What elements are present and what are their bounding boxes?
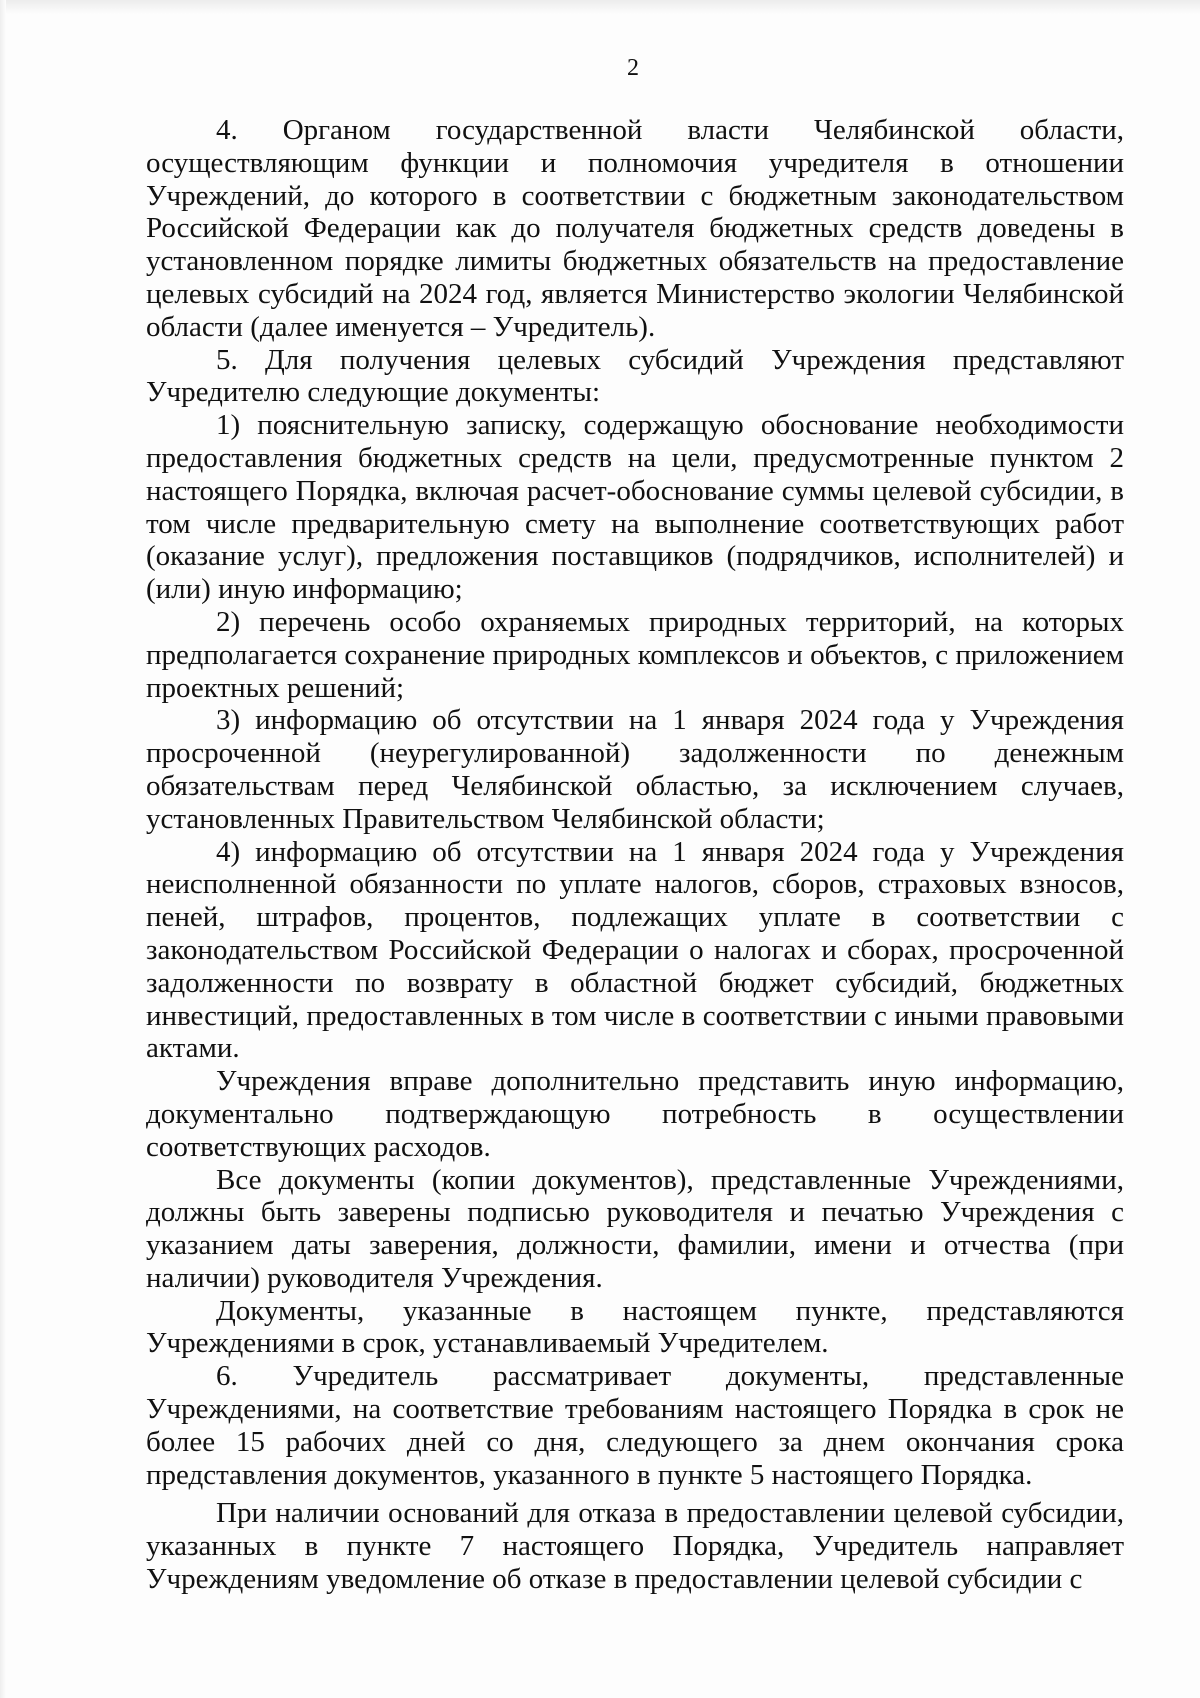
list-item-2: 2) перечень особо охраняемых природных территорий, на которых предполагается сохранение природных комплексов и объектов, с приложением проектных решений;	[146, 605, 1124, 704]
paragraph-additional-info: Учреждения вправе дополнительно представить иную информацию, документально подтверждающую потребность в осуществлении соответствующих расходов.	[146, 1065, 1124, 1163]
document-body	[146, 114, 1124, 1596]
scan-shadow-left	[0, 0, 6, 1698]
paragraph-refusal: При наличии оснований для отказа в предоставлении целевой субсидии, указанных в пункте 7 настоящего Порядка, Учредитель направляет Учреждениям уведомление об отказе в предоставлении целевой субсидии с	[146, 1497, 1124, 1596]
paragraph-submission-deadline: Документы, указанные в настоящем пункте, представляются Учреждениями в срок, устанавливаемый Учредителем.	[146, 1294, 1124, 1360]
paragraph-6: 6. Учредитель рассматривает документы, представленные Учреждениями, на соответствие требованиям настоящего Порядка в срок не более 15 рабочих дней со дня, следующего за днем окончания срока представления документов, указанного в пункте 5 настоящего Порядка.	[146, 1360, 1124, 1491]
paragraph-certification: Все документы (копии документов), представленные Учреждениями, должны быть заверены подписью руководителя и печатью Учреждения с указанием даты заверения, должности, фамилии, имени и отчества (при наличии) руководителя Учреждения.	[146, 1163, 1124, 1294]
list-item-3: 3) информацию об отсутствии на 1 января 2024 года у Учреждения просроченной (неурегулированной) задолженности по денежным обязательствам перед Челябинской областью, за исключением случаев, установленных Правительством Челябинской области;	[146, 704, 1124, 835]
paragraph-5: 5. Для получения целевых субсидий Учреждения представляют Учредителю следующие документы:	[146, 343, 1124, 409]
page-number: 2	[627, 55, 639, 81]
scan-shadow-top	[0, 0, 1200, 14]
list-item-4: 4) информацию об отсутствии на 1 января 2024 года у Учреждения неисполненной обязанности по уплате налогов, сборов, страховых взносов, пеней, штрафов, процентов, подлежащих уплате в соответствии с законодательством Российской Федерации о налогах и сборах, просроченной задолженности по возврату в областной бюджет субсидий, бюджетных инвестиций, предоставленных в том числе в соответствии с иными правовыми актами.	[146, 835, 1124, 1065]
list-item-1: 1) пояснительную записку, содержащую обоснование необходимости предоставления бюджетных средств на цели, предусмотренные пунктом 2 настоящего Порядка, включая расчет-обоснование суммы целевой субсидии, в том числе предварительную смету на выполнение соответствующих работ (оказание услуг), предложения поставщиков (подрядчиков, исполнителей) и (или) иную информацию;	[146, 409, 1124, 606]
paragraph-4: 4. Органом государственной власти Челябинской области, осуществляющим функции и полномочия учредителя в отношении Учреждений, до которого в соответствии с бюджетным законодательством Российской Федерации как до получателя бюджетных средств доведены в установленном порядке лимиты бюджетных обязательств на предоставление целевых субсидий на 2024 год, является Министерство экологии Челябинской области (далее именуется – Учредитель).	[146, 114, 1124, 343]
